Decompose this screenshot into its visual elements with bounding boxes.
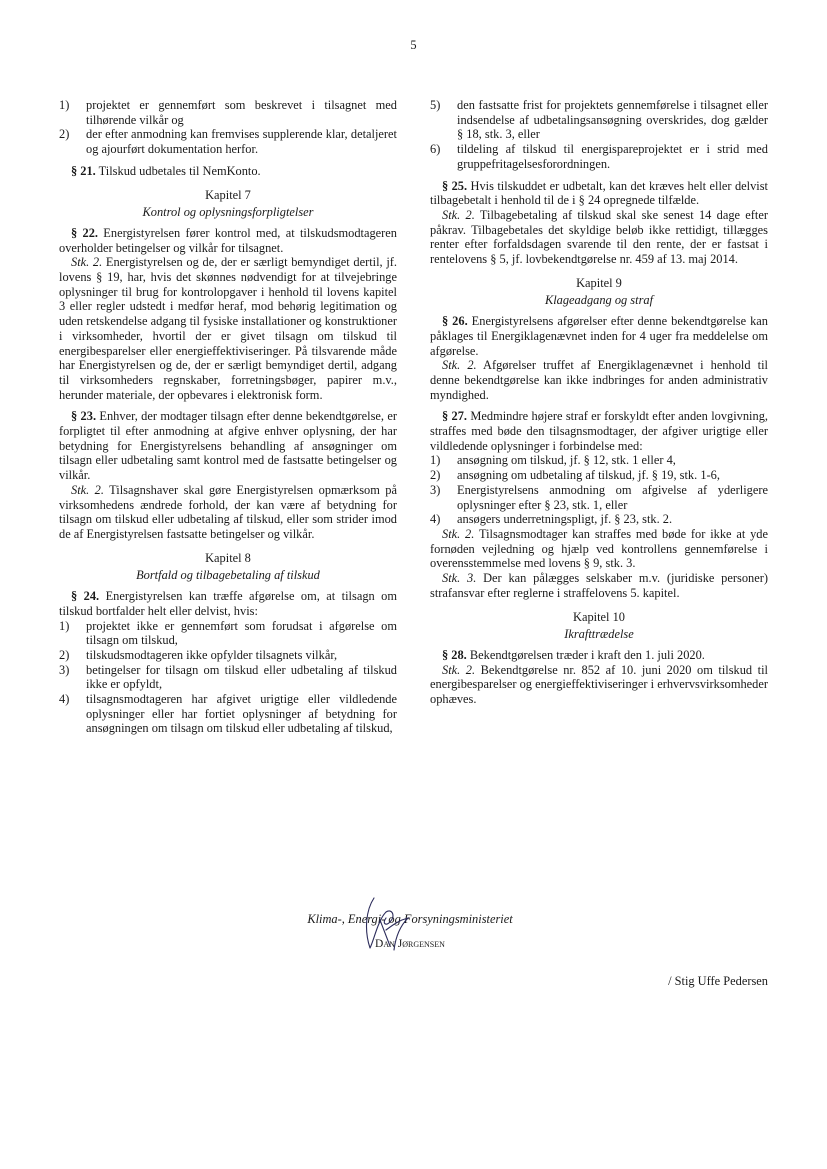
list-item: 5) den fastsatte frist for projektets gennemførelse i tilsagnet eller indsendelse af udbetalingsansøgning overskrides, dog gælder § 18, stk. 3, eller — [430, 98, 768, 142]
paragraph-22: § 22. Energistyrelsen fører kontrol med, at tilskudsmodtageren overholder betingelser og vilkår for tilsagnet. — [59, 225, 398, 255]
list-item: 3) betingelser for tilsagn om tilskud eller udbetaling af tilskud ikke er opfyldt, — [59, 662, 397, 692]
left-column — [59, 98, 397, 736]
signature-block — [270, 912, 550, 951]
paragraph-27: § 27. Medmindre højere straf er forskyldt efter anden lovgivning, straffes med bøde den tilsagnsmodtager, der afgiver urigtige eller vildledende oplysninger i forbindelse med: — [430, 409, 768, 453]
list-item: 4) ansøgers underretningspligt, jf. § 23, stk. 2. — [430, 512, 673, 527]
paragraph-26: § 26. Energistyrelsens afgørelser efter denne bekendtgørelse kan påklages til Energiklagenævnet inden for 4 uger fra meddelelse om afgørelse. — [430, 314, 769, 358]
paragraph-22-stk-2: Stk. 2. Energistyrelsen og de, der er særligt bemyndiget dertil, jf. lovens § 19, har, hvis det skønnes nødvendigt for at tilvejebringe oplysninger til brug for kontrolopgaver i henhold til lovens kapitel 3 eller regler udstedt i medfør heraf, mod behørig legitimation og uden retskendelse adgang til fysiske installationer og konstruktioner i virksomheder, hvortil der er givet tilsagn om tilskud til energibesparelser eller energieffektiviseringer. På tilsvarende måde har Energistyrelsen og de, der er særligt bemyndiget dertil, adgang til virksomheders regnskaber, forretningsbøger, papirer m.v., herunder materiale, der opbevares i elektronisk form. — [59, 255, 397, 402]
paragraph-27-stk-3: Stk. 3. Der kan pålægges selskaber m.v. (juridiske personer) strafansvar efter reglerne i straffelovens 5. kapitel. — [430, 571, 768, 600]
list-item: 2) ansøgning om udbetaling af tilskud, jf. § 19, stk. 1-6, — [430, 468, 720, 483]
paragraph-25: § 25. Hvis tilskuddet er udbetalt, kan det kræves helt eller delvist tilbagebetalt i henhold til de i § 24 opregnede tilfælde. — [430, 178, 769, 208]
chapter-heading: Kapitel 8 — [205, 550, 251, 565]
paragraph-25-stk-2: Stk. 2. Tilbagebetaling af tilskud skal ske senest 14 dage efter påkrav. Tilbagebetales det skyldige beløb ikke rettidigt, tillægges renter efter forfaldsdagen svarende til den rente, der er fastsat i rentelovens § 5, jf. lovbekendtgørelse nr. 459 af 13. maj 2014. — [430, 207, 768, 267]
ministry-name: Klima-, Energi- og Forsyningsministeriet — [307, 912, 513, 926]
chapter-subheading: Klageadgang og straf — [544, 293, 654, 308]
paragraph-28: § 28. Bekendtgørelsen træder i kraft den 1. juli 2020. — [442, 647, 705, 662]
condition-list — [430, 453, 768, 527]
condition-list — [59, 619, 397, 737]
list-item: 3) Energistyrelsens anmodning om afgivelse af yderligere oplysninger efter § 23, stk. 1, eller — [430, 482, 768, 512]
page-number: 5 — [410, 38, 417, 52]
list-item: 2) der efter anmodning kan fremvises supplerende klar, detaljeret og ajourført dokumentation herfor. — [59, 127, 397, 157]
list-item: 1) projektet er gennemført som beskrevet i tilsagnet med tilhørende vilkår og — [59, 98, 397, 127]
list-item: 1) projektet ikke er gennemført som forudsat i afgørelse om tilsagn om tilskud, — [59, 618, 397, 648]
chapter-subheading: Kontrol og oplysningsforpligtelser — [142, 205, 314, 220]
condition-list — [430, 98, 768, 172]
paragraph-28-stk-2: Stk. 2. Bekendtgørelse nr. 852 af 10. juni 2020 om tilskud til energibesparelser og energieffektiviseringer i erhvervsvirksomheder ophæves. — [430, 662, 768, 707]
chapter-subheading: Bortfald og tilbagebetaling af tilskud — [136, 568, 320, 583]
cosigner-name: / Stig Uffe Pedersen — [668, 974, 768, 988]
paragraph-24: § 24. Energistyrelsen kan træffe afgørelse om, at tilsagn om tilskud bortfalder helt eller delvist, hvis: — [59, 589, 397, 618]
paragraph-27-stk-2: Stk. 2. Tilsagnsmodtager kan straffes med bøde for ikke at yde fornøden vejledning og hjælp ved kontrollens gennemførelse i overensstemmelse med lovens § 9, stk. 3. — [430, 526, 768, 571]
right-column — [430, 98, 768, 707]
list-item: 6) tildeling af tilskud til energispareprojektet er i strid med gruppefritagelsesforordningen. — [430, 142, 768, 171]
paragraph-26-stk-2: Stk. 2. Afgørelser truffet af Energiklagenævnet i henhold til denne bekendtgørelse kan ikke indbringes for anden administrativ myndighed. — [430, 358, 768, 402]
handwritten-signature — [356, 890, 426, 960]
paragraph-21: § 21. Tilskud udbetales til NemKonto. — [71, 163, 261, 178]
condition-list — [59, 98, 397, 157]
list-item: 4) tilsagnsmodtageren har afgivet urigtige eller vildledende oplysninger eller har fortiet oplysninger af betydning for ansøgningen om tilsagn om tilskud eller udbetaling af tilskud, — [59, 692, 397, 736]
paragraph-23-stk-2: Stk. 2. Tilsagnshaver skal gøre Energistyrelsen opmærksom på virksomhedens ændrede forhold, der kan være af betydning for tilsagn om tilskud eller udbetaling af tilskud, eller som strider imod de af Energistyrelsen fastsatte betingelser og vilkår. — [59, 482, 397, 541]
minister-name: Dan Jørgensen — [375, 937, 445, 950]
list-item: 2) tilskudsmodtageren ikke opfylder tilsagnets vilkår, — [59, 647, 338, 662]
list-item: 1) ansøgning om tilskud, jf. § 12, stk. 1 eller 4, — [430, 453, 676, 468]
chapter-heading: Kapitel 9 — [576, 275, 622, 290]
paragraph-23: § 23. Enhver, der modtager tilsagn efter denne bekendtgørelse, er forpligtet til efter anmodning at afgive enhver oplysning, der har betydning for Energistyrelsens behandling af ansøgninger om tilsagn eller udbetaling samt kontrol med de fastsatte betingelser og vilkår. — [59, 409, 397, 483]
chapter-heading: Kapitel 10 — [573, 609, 625, 624]
chapter-subheading: Ikrafttrædelse — [564, 627, 634, 642]
chapter-heading: Kapitel 7 — [205, 187, 251, 202]
